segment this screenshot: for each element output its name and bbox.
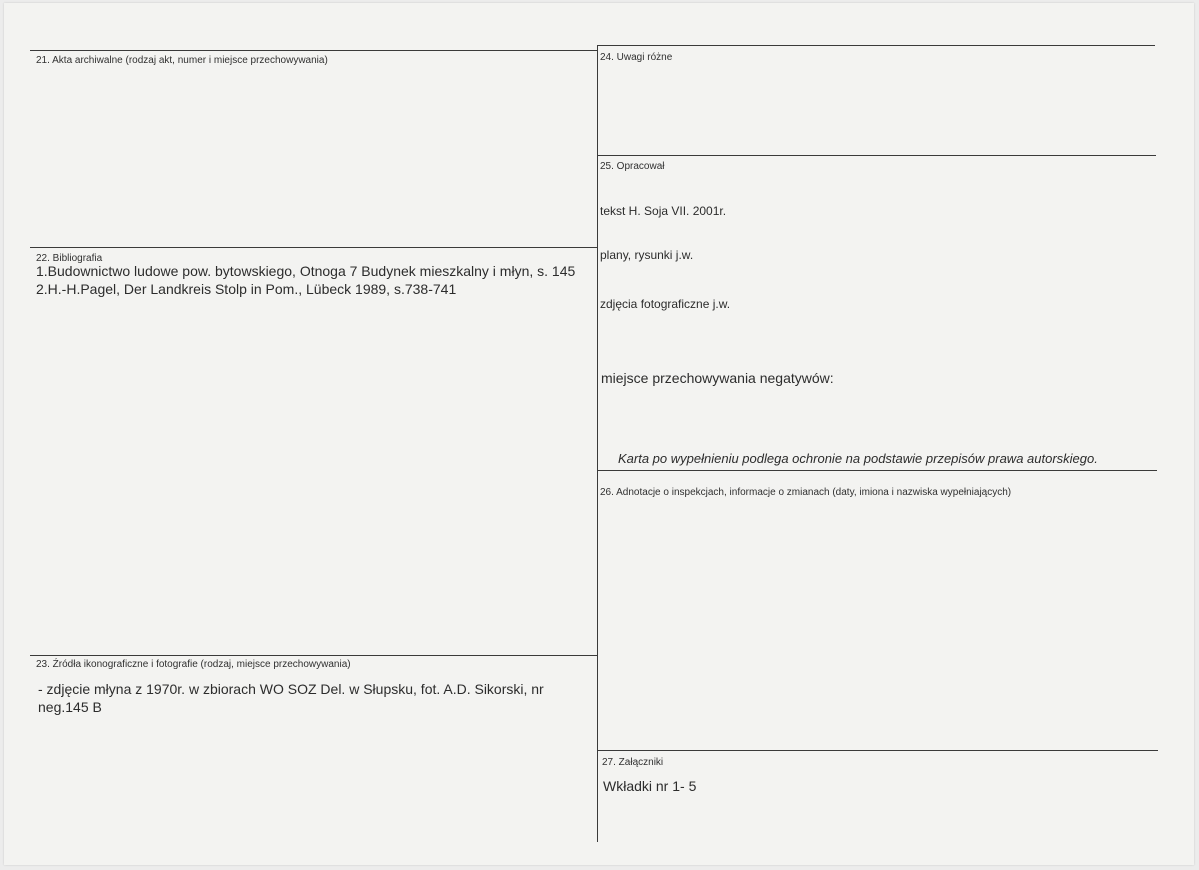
sec27-label: 27. Załączniki xyxy=(602,757,664,768)
sec26-label: 26. Adnotacje o inspekcjach, informacje o zmianach (daty, imiona i nazwiska wypełniających) xyxy=(600,487,1012,498)
attachments-value: Wkładki nr 1- 5 xyxy=(603,778,697,794)
sec21-label: 21. Akta archiwalne (rodzaj akt, numer i miejsce przechowywania) xyxy=(36,55,328,66)
sec25-label: 25. Opracował xyxy=(600,161,665,172)
divider-vertical xyxy=(597,45,598,842)
sources-line: - zdjęcie młyna z 1970r. w zbiorach WO SOZ Del. w Słupsku, fot. A.D. Sikorski, nr xyxy=(38,681,544,697)
bibliography-item: 2.H.-H.Pagel, Der Landkreis Stolp in Pom., Lübeck 1989, s.738-741 xyxy=(36,281,457,297)
divider-27 xyxy=(597,750,1158,751)
author-photos: zdjęcia fotograficzne j.w. xyxy=(600,297,731,311)
divider-22 xyxy=(30,247,597,248)
author-text: tekst H. Soja VII. 2001r. xyxy=(600,204,727,218)
bibliography-item: 1.Budownictwo ludowe pow. bytowskiego, Otnoga 7 Budynek mieszkalny i młyn, s. 145 xyxy=(36,263,576,279)
divider-25 xyxy=(597,155,1156,156)
sources-line: neg.145 B xyxy=(38,699,102,715)
sec23-label: 23. Źródła ikonograficzne i fotografie (rodzaj, miejsce przechowywania) xyxy=(36,659,351,670)
sec24-label: 24. Uwagi różne xyxy=(600,52,673,63)
copyright-note: Karta po wypełnieniu podlega ochronie na podstawie przepisów prawa autorskiego. xyxy=(618,451,1098,466)
form-card xyxy=(4,3,1194,865)
sec22-label: 22. Bibliografia xyxy=(36,253,103,264)
divider-top-left xyxy=(30,50,597,51)
negatives-location: miejsce przechowywania negatywów: xyxy=(601,370,834,386)
divider-23 xyxy=(30,655,597,656)
author-plans: plany, rysunki j.w. xyxy=(600,248,694,262)
divider-top-right xyxy=(597,45,1155,46)
divider-26 xyxy=(597,470,1157,471)
